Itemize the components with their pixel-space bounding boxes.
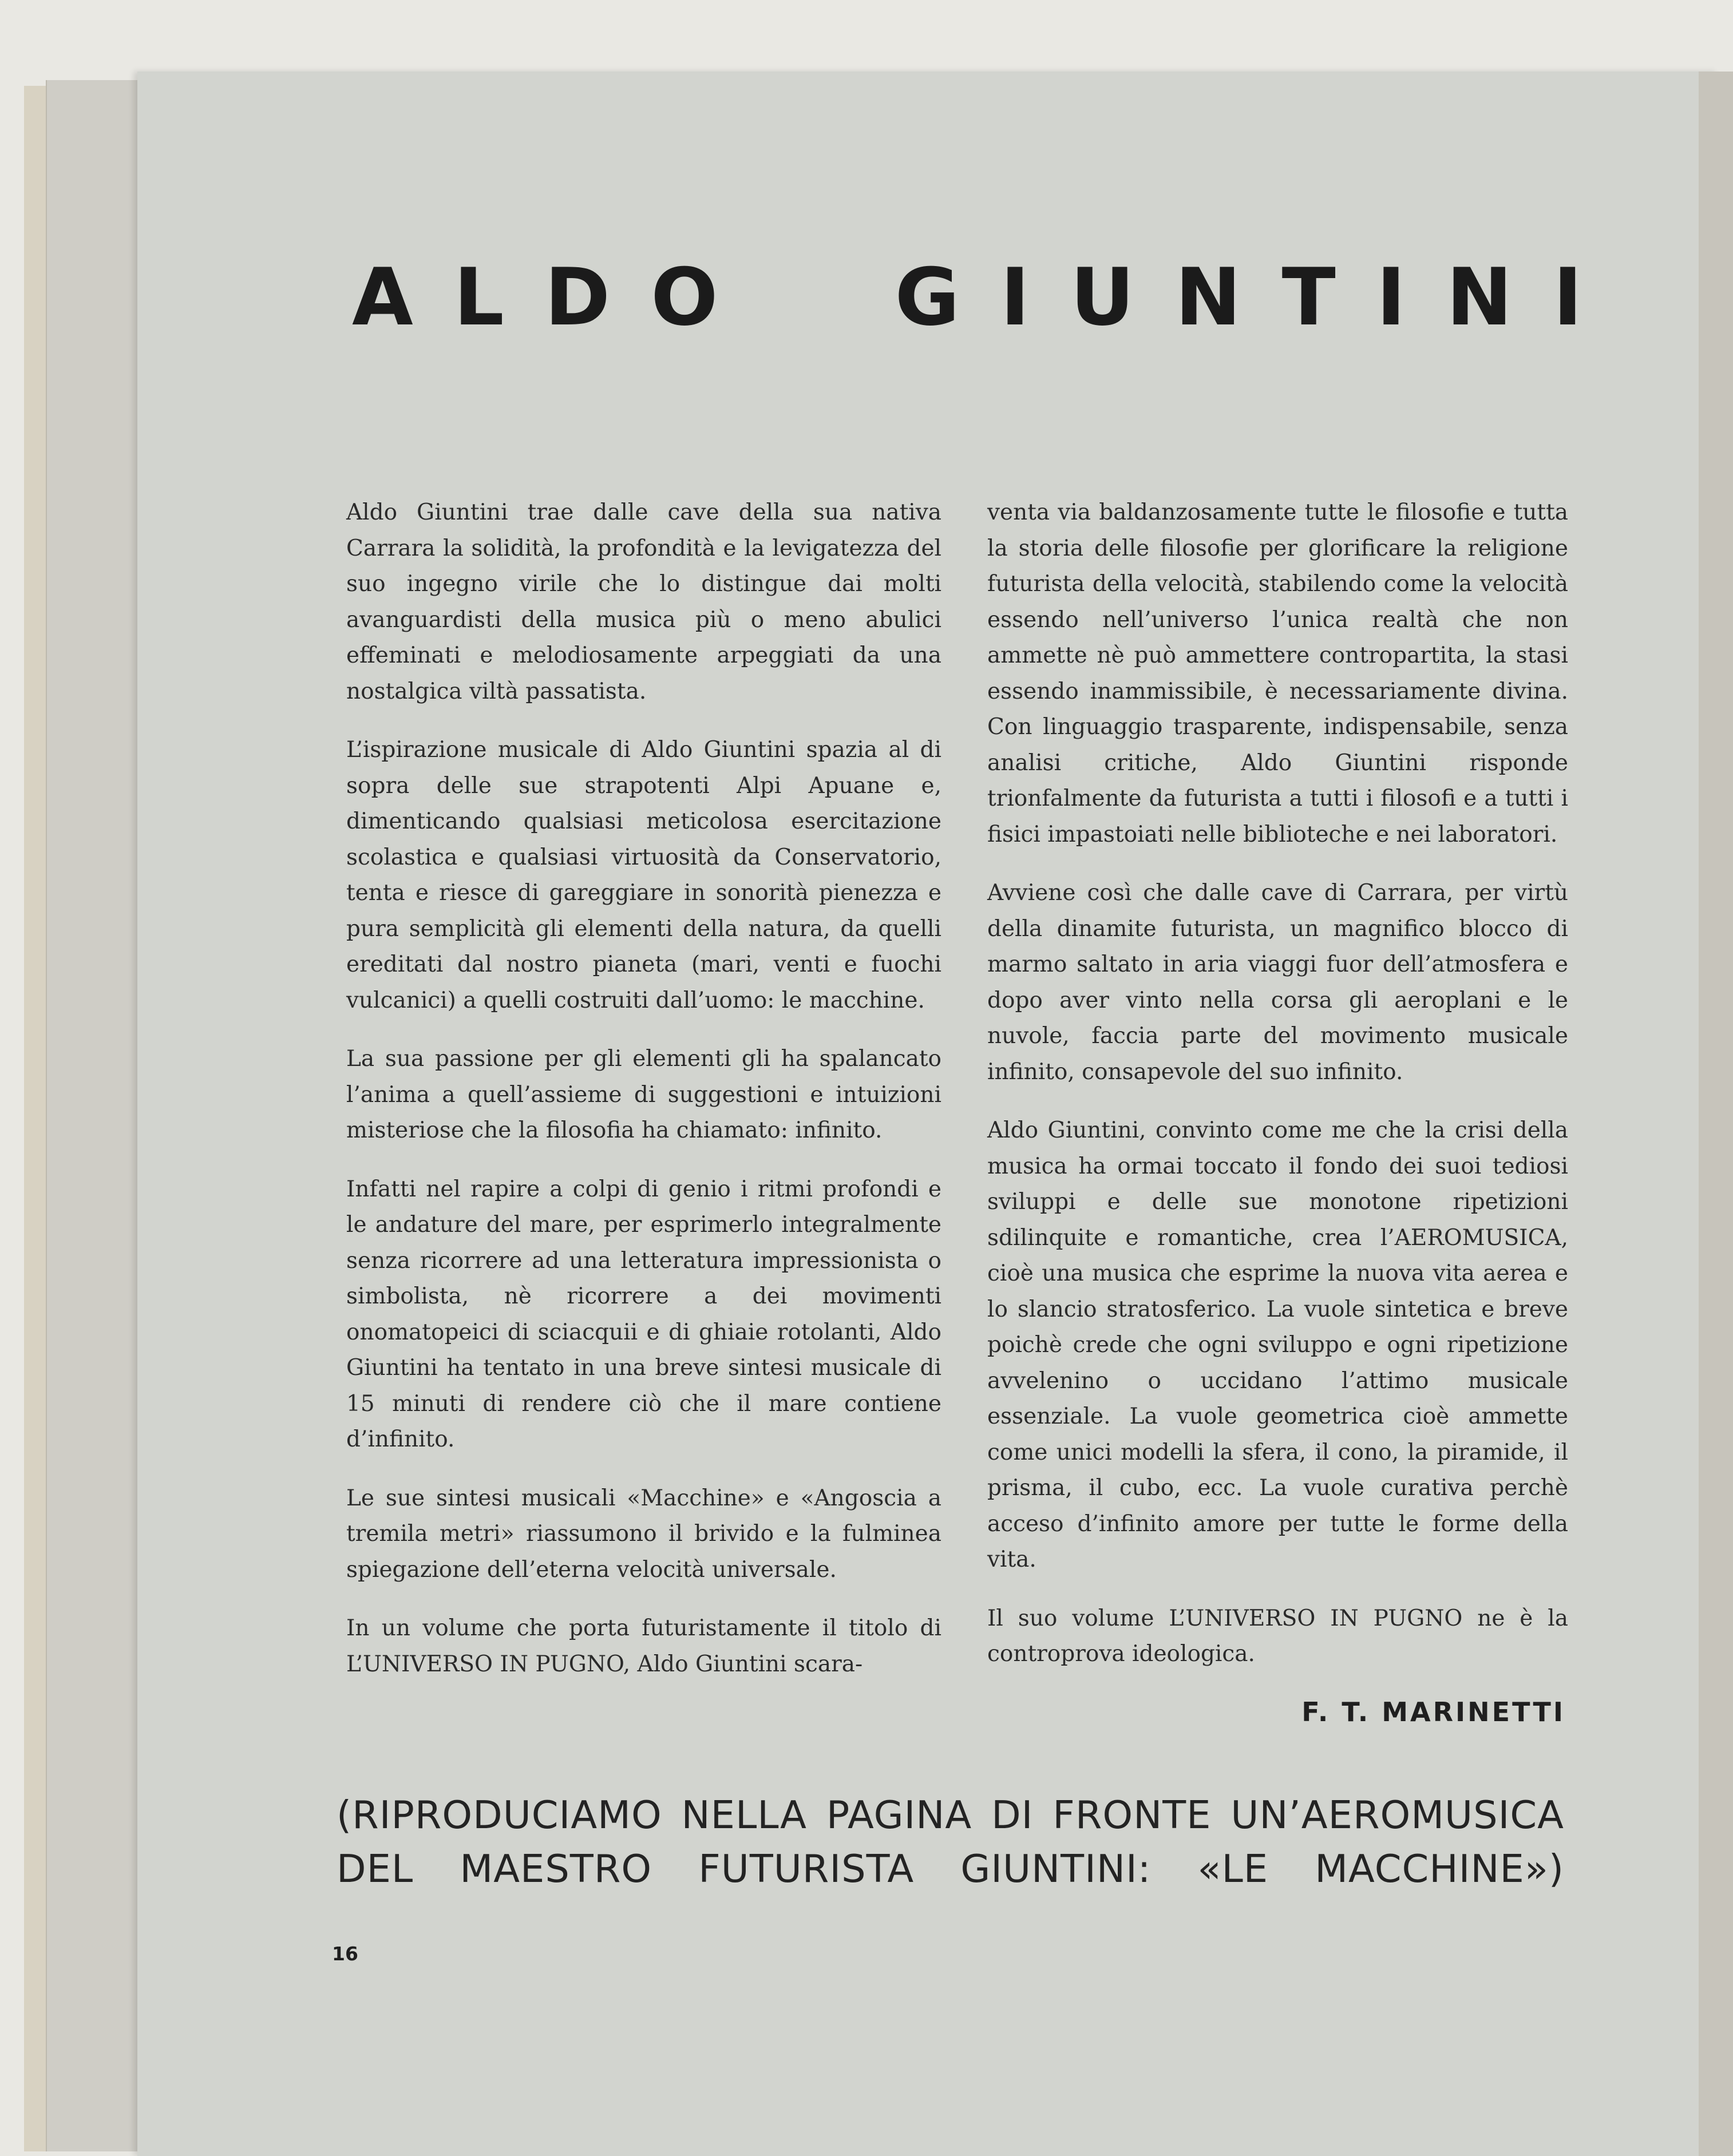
paragraph: Le sue sintesi musicali «Macchine» e «Angoscia a tremila metri» riassumono il brivido e la fulminea spiegazione dell’eterna velocità universale. xyxy=(346,1485,941,1583)
page-number: 16 xyxy=(332,1943,358,1965)
title-letter: U xyxy=(1070,251,1135,343)
title-letter: N xyxy=(1175,251,1241,343)
title-letter: G xyxy=(895,251,960,343)
title-letter: I xyxy=(1376,251,1406,343)
title-letter: I xyxy=(1000,251,1030,343)
caption-line: (RIPRODUCIAMO NELLA PAGINA DI FRONTE UN’AEROMUSICA xyxy=(337,1793,1564,1837)
caption-line: DEL MAESTRO FUTURISTA GIUNTINI: «LE MACCHINE») xyxy=(337,1846,1564,1891)
title-letter: O xyxy=(651,251,718,343)
article-column-right xyxy=(987,495,1568,1695)
title-letter: T xyxy=(1281,251,1336,343)
title-gap xyxy=(759,257,786,338)
title-letter: L xyxy=(453,251,504,343)
article-column-left xyxy=(346,495,941,1705)
paragraph: Aldo Giuntini, convinto come me che la crisi della musica ha ormai toccato il fondo dei suoi tediosi sviluppi e delle sue monotone ripetizioni sdilinquite e romantiche, crea l’AEROMUSICA, cioè una musica che esprime la nuova vita aerea e lo slancio stratosferico. La vuole sintetica e breve poichè crede che ogni sviluppo e ogni ripetizione avvelenino o uccidano l’attimo musicale essenziale. La vuole geometrica cioè ammette come unici modelli la sfera, il cono, la piramide, il prisma, il cubo, ecc. La vuole curativa perchè acceso d’infinito amore per tutte le forme della vita. xyxy=(987,1117,1568,1572)
paragraph: Il suo volume L’UNIVERSO IN PUGNO ne è la controprova ideologica. xyxy=(987,1605,1568,1667)
caption xyxy=(337,1788,1564,1896)
page-edge xyxy=(1699,72,1733,2156)
paragraph: Avviene così che dalle cave di Carrara, per virtù della dinamite futurista, un magnifico blocco di marmo saltato in aria viaggi fuor dell’atmosfera e dopo aver vinto nella corsa gli aeroplani e le nuvole, faccia parte del movimento musicale infinito, consapevole del suo infinito. xyxy=(987,880,1568,1085)
title-letter: I xyxy=(1553,251,1582,343)
title-letter: N xyxy=(1446,251,1513,343)
paragraph: Infatti nel rapire a colpi di genio i ritmi profondi e le andature del mare, per esprimerlo integralmente senza ricorrere ad una letteratura impressionista o simbolista, nè ricorrere a dei movimenti onomatopeici di sciacquii e di ghiaie rotolanti, Aldo Giuntini ha tentato in una breve sintesi musicale di 15 minuti di rendere ciò che il mare contiene d’infinito. xyxy=(346,1176,941,1452)
title-letter: A xyxy=(352,251,413,343)
paragraph: L’ispirazione musicale di Aldo Giuntini spazia al di sopra delle sue strapotenti Alpi Apuane e, dimenticando qualsiasi meticolosa esercitazione scolastica e qualsiasi virtuosità da Conservatorio, tenta e riesce di gareggiare in sonorità pienezza e pura semplicità gli elementi della natura, da quelli ereditati dal nostro pianeta (mari, venti e fuochi vulcanici) a quelli costruiti dall’uomo: le macchine. xyxy=(346,737,941,1013)
title-letter: D xyxy=(544,251,611,343)
paragraph: Aldo Giuntini trae dalle cave della sua nativa Carrara la solidità, la profondità e la levigatezza del suo ingegno virile che lo distingue dai molti avanguardisti della musica più o meno abulici effeminati e melodiosamente arpeggiati da una nostalgica viltà passatista. xyxy=(346,500,941,704)
article-title xyxy=(352,251,1582,343)
paragraph: In un volume che porta futuristamente il titolo di L’UNIVERSO IN PUGNO, Aldo Giuntini scara- xyxy=(346,1615,941,1677)
paragraph: La sua passione per gli elementi gli ha spalancato l’anima a quell’assieme di suggestioni e intuizioni misteriose che la filosofia ha chiamato: infinito. xyxy=(346,1046,941,1143)
title-gap xyxy=(827,257,854,338)
paragraph: venta via baldanzosamente tutte le filosofie e tutta la storia delle filosofie per glorificare la religione futurista della velocità, stabilendo come la velocità essendo nell’universo l’unica realtà che non ammette nè può ammettere contropartita, la stasi essendo inammissibile, è necessariamente divina. Con linguaggio trasparente, indispensabile, senza analisi critiche, Aldo Giuntini risponde trionfalmente da futurista a tutti i filosofi e a tutti i fisici impastoiati nelle biblioteche e nei laboratori. xyxy=(987,500,1568,847)
author-signature: F. T. MARINETTI xyxy=(1301,1697,1565,1727)
